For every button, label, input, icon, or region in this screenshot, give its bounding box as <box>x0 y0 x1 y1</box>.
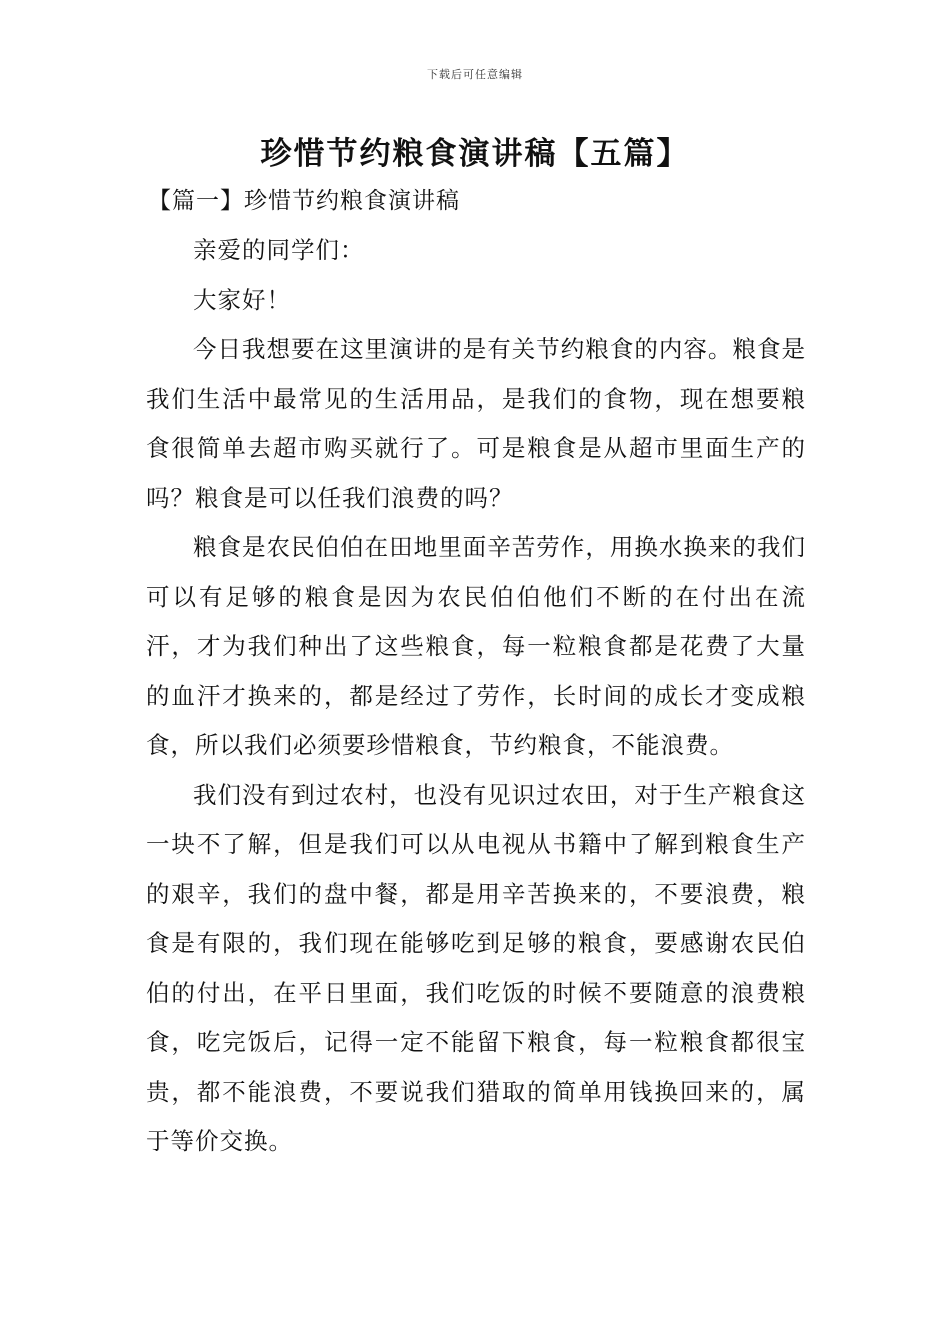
body-paragraph: 我们没有到过农村，也没有见识过农田，对于生产粮食这一块不了解，但是我们可以从电视从书籍中了解到粮食生产的艰辛，我们的盘中餐，都是用辛苦换来的，不要浪费，粮食是有限的，我们现在能够吃到足够的粮食，要感谢农民伯伯的付出，在平日里面，我们吃饭的时候不要随意的浪费粮食，吃完饭后，记得一定不能留下粮食，每一粒粮食都很宝贵，都不能浪费，不要说我们猎取的简单用钱换回来的，属于等价交换。 <box>146 780 806 1155</box>
body-paragraph: 今日我想要在这里演讲的是有关节约粮食的内容。粮食是我们生活中最常见的生活用品，是我们的食物，现在想要粮食很简单去超市购买就行了。可是粮食是从超市里面生产的吗？粮食是可以任我们浪费的吗？ <box>146 335 806 512</box>
section-heading: 【篇一】珍惜节约粮食演讲稿 <box>148 188 460 214</box>
header-note: 下载后可任意编辑 <box>427 68 523 81</box>
document-title: 珍惜节约粮食演讲稿【五篇】 <box>260 136 690 172</box>
greeting-paragraph: 大家好！ <box>193 285 291 314</box>
body-paragraph: 粮食是农民伯伯在田地里面辛苦劳作，用换水换来的我们可以有足够的粮食是因为农民伯伯他们不断的在付出在流汗，才为我们种出了这些粮食，每一粒粮食都是花费了大量的血汗才换来的，都是经过了劳作，长时间的成长才变成粮食，所以我们必须要珍惜粮食，节约粮食，不能浪费。 <box>146 533 806 759</box>
body-text <box>146 226 806 1167</box>
salutation-paragraph: 亲爱的同学们： <box>193 236 365 264</box>
